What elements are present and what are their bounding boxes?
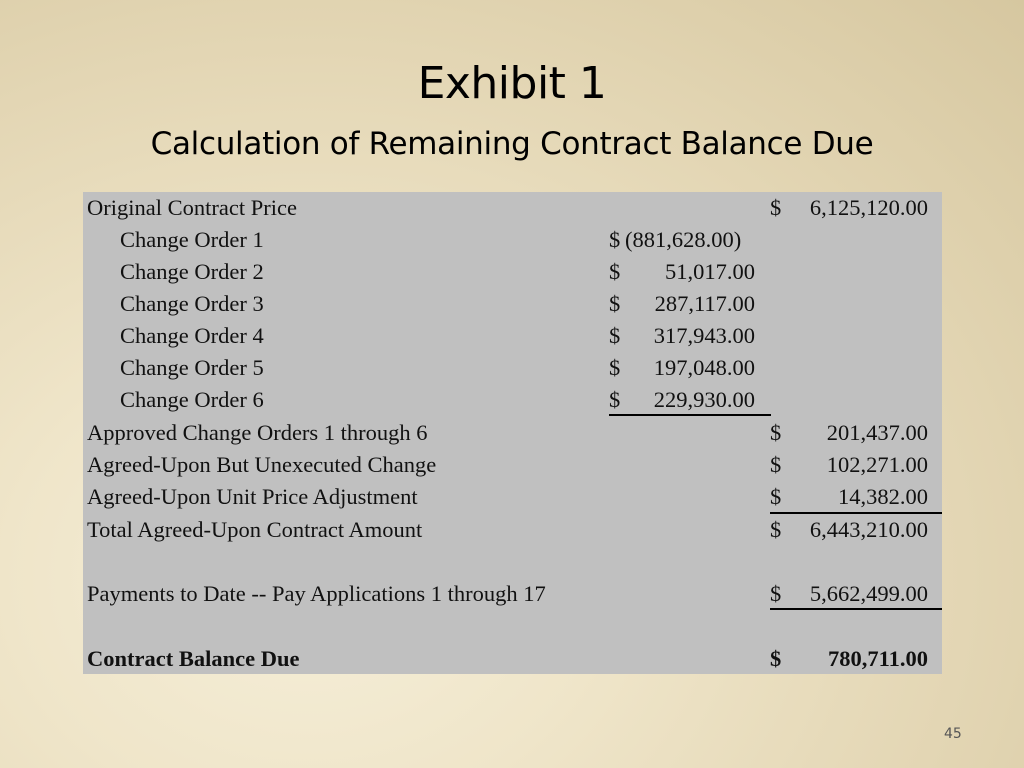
subtotal-rule (609, 414, 771, 416)
table-row-total (83, 643, 942, 675)
table-row (83, 578, 942, 610)
row-label: Agreed-Upon But Unexecuted Change (87, 452, 437, 477)
slide-subtitle: Calculation of Remaining Contract Balance Due (150, 126, 874, 162)
row-label: Original Contract Price (87, 195, 297, 220)
table-row (83, 224, 942, 256)
table-row (83, 192, 942, 224)
right-amount: $ 5,662,499.00 (770, 581, 928, 606)
row-label: Change Order 6 (120, 387, 264, 412)
mid-amount: $ 317,943.00 (609, 323, 755, 348)
right-amount: $ 14,382.00 (770, 484, 928, 509)
slide-title: Exhibit 1 (417, 58, 607, 109)
mid-amount: $ (881,628.00) (609, 227, 742, 252)
table-row (83, 288, 942, 320)
row-label: Approved Change Orders 1 through 6 (87, 420, 428, 445)
page-number: 45 (944, 726, 962, 742)
right-amount: $ 102,271.00 (770, 452, 928, 477)
table-row (83, 256, 942, 288)
row-label: Payments to Date -- Pay Applications 1 through 17 (87, 581, 546, 606)
table-row (83, 320, 942, 352)
row-label: Contract Balance Due (87, 646, 300, 671)
table-row (83, 352, 942, 384)
right-amount: $ 201,437.00 (770, 420, 928, 445)
table-row (83, 514, 942, 546)
table-row-empty (83, 546, 942, 578)
right-amount: $ 780,711.00 (770, 646, 928, 671)
table-row (83, 417, 942, 449)
mid-amount: $ 197,048.00 (609, 355, 755, 380)
row-label: Change Order 2 (120, 259, 264, 284)
row-label: Change Order 1 (120, 227, 264, 252)
mid-amount: $ 229,930.00 (609, 387, 755, 412)
table-row (83, 449, 942, 481)
mid-amount: $ 51,017.00 (609, 259, 755, 284)
row-label: Change Order 5 (120, 355, 264, 380)
row-label: Total Agreed-Upon Contract Amount (87, 517, 423, 542)
row-label: Change Order 4 (120, 323, 264, 348)
table-row (83, 384, 942, 416)
mid-amount: $ 287,117.00 (609, 291, 755, 316)
right-amount: $ 6,125,120.00 (770, 195, 928, 220)
table-row-empty (83, 610, 942, 642)
row-label: Agreed-Upon Unit Price Adjustment (87, 484, 418, 509)
table-row (83, 481, 942, 513)
right-amount: $ 6,443,210.00 (770, 517, 928, 542)
row-label: Change Order 3 (120, 291, 264, 316)
contract-balance-table (83, 192, 942, 674)
